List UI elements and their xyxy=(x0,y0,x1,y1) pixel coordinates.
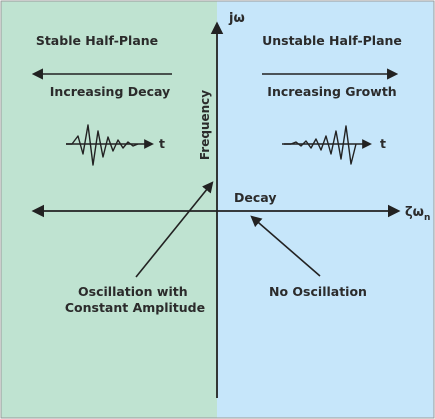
real-axis-label: $\zeta\omega_n$ xyxy=(405,205,431,223)
unstable-half-plane-bg xyxy=(217,1,434,418)
decay-time-label: t xyxy=(159,136,165,151)
oscillation-label-line2: Constant Amplitude xyxy=(64,300,206,315)
unstable-half-plane-title: Unstable Half-Plane xyxy=(262,33,402,48)
imaginary-axis-label: jω xyxy=(229,11,245,26)
frequency-caption: Frequency xyxy=(198,89,212,161)
no-oscillation-label: No Oscillation xyxy=(269,284,367,299)
oscillation-constant-amplitude-label xyxy=(65,284,205,315)
stable-half-plane-title: Stable Half-Plane xyxy=(35,33,159,48)
oscillation-label-line1: Oscillation with xyxy=(78,284,188,299)
increasing-decay-label: Increasing Decay xyxy=(49,84,171,99)
growth-time-label: t xyxy=(380,136,386,151)
decay-caption: Decay xyxy=(234,190,277,205)
stable-half-plane-bg xyxy=(1,1,217,418)
increasing-growth-label: Increasing Growth xyxy=(267,84,397,99)
